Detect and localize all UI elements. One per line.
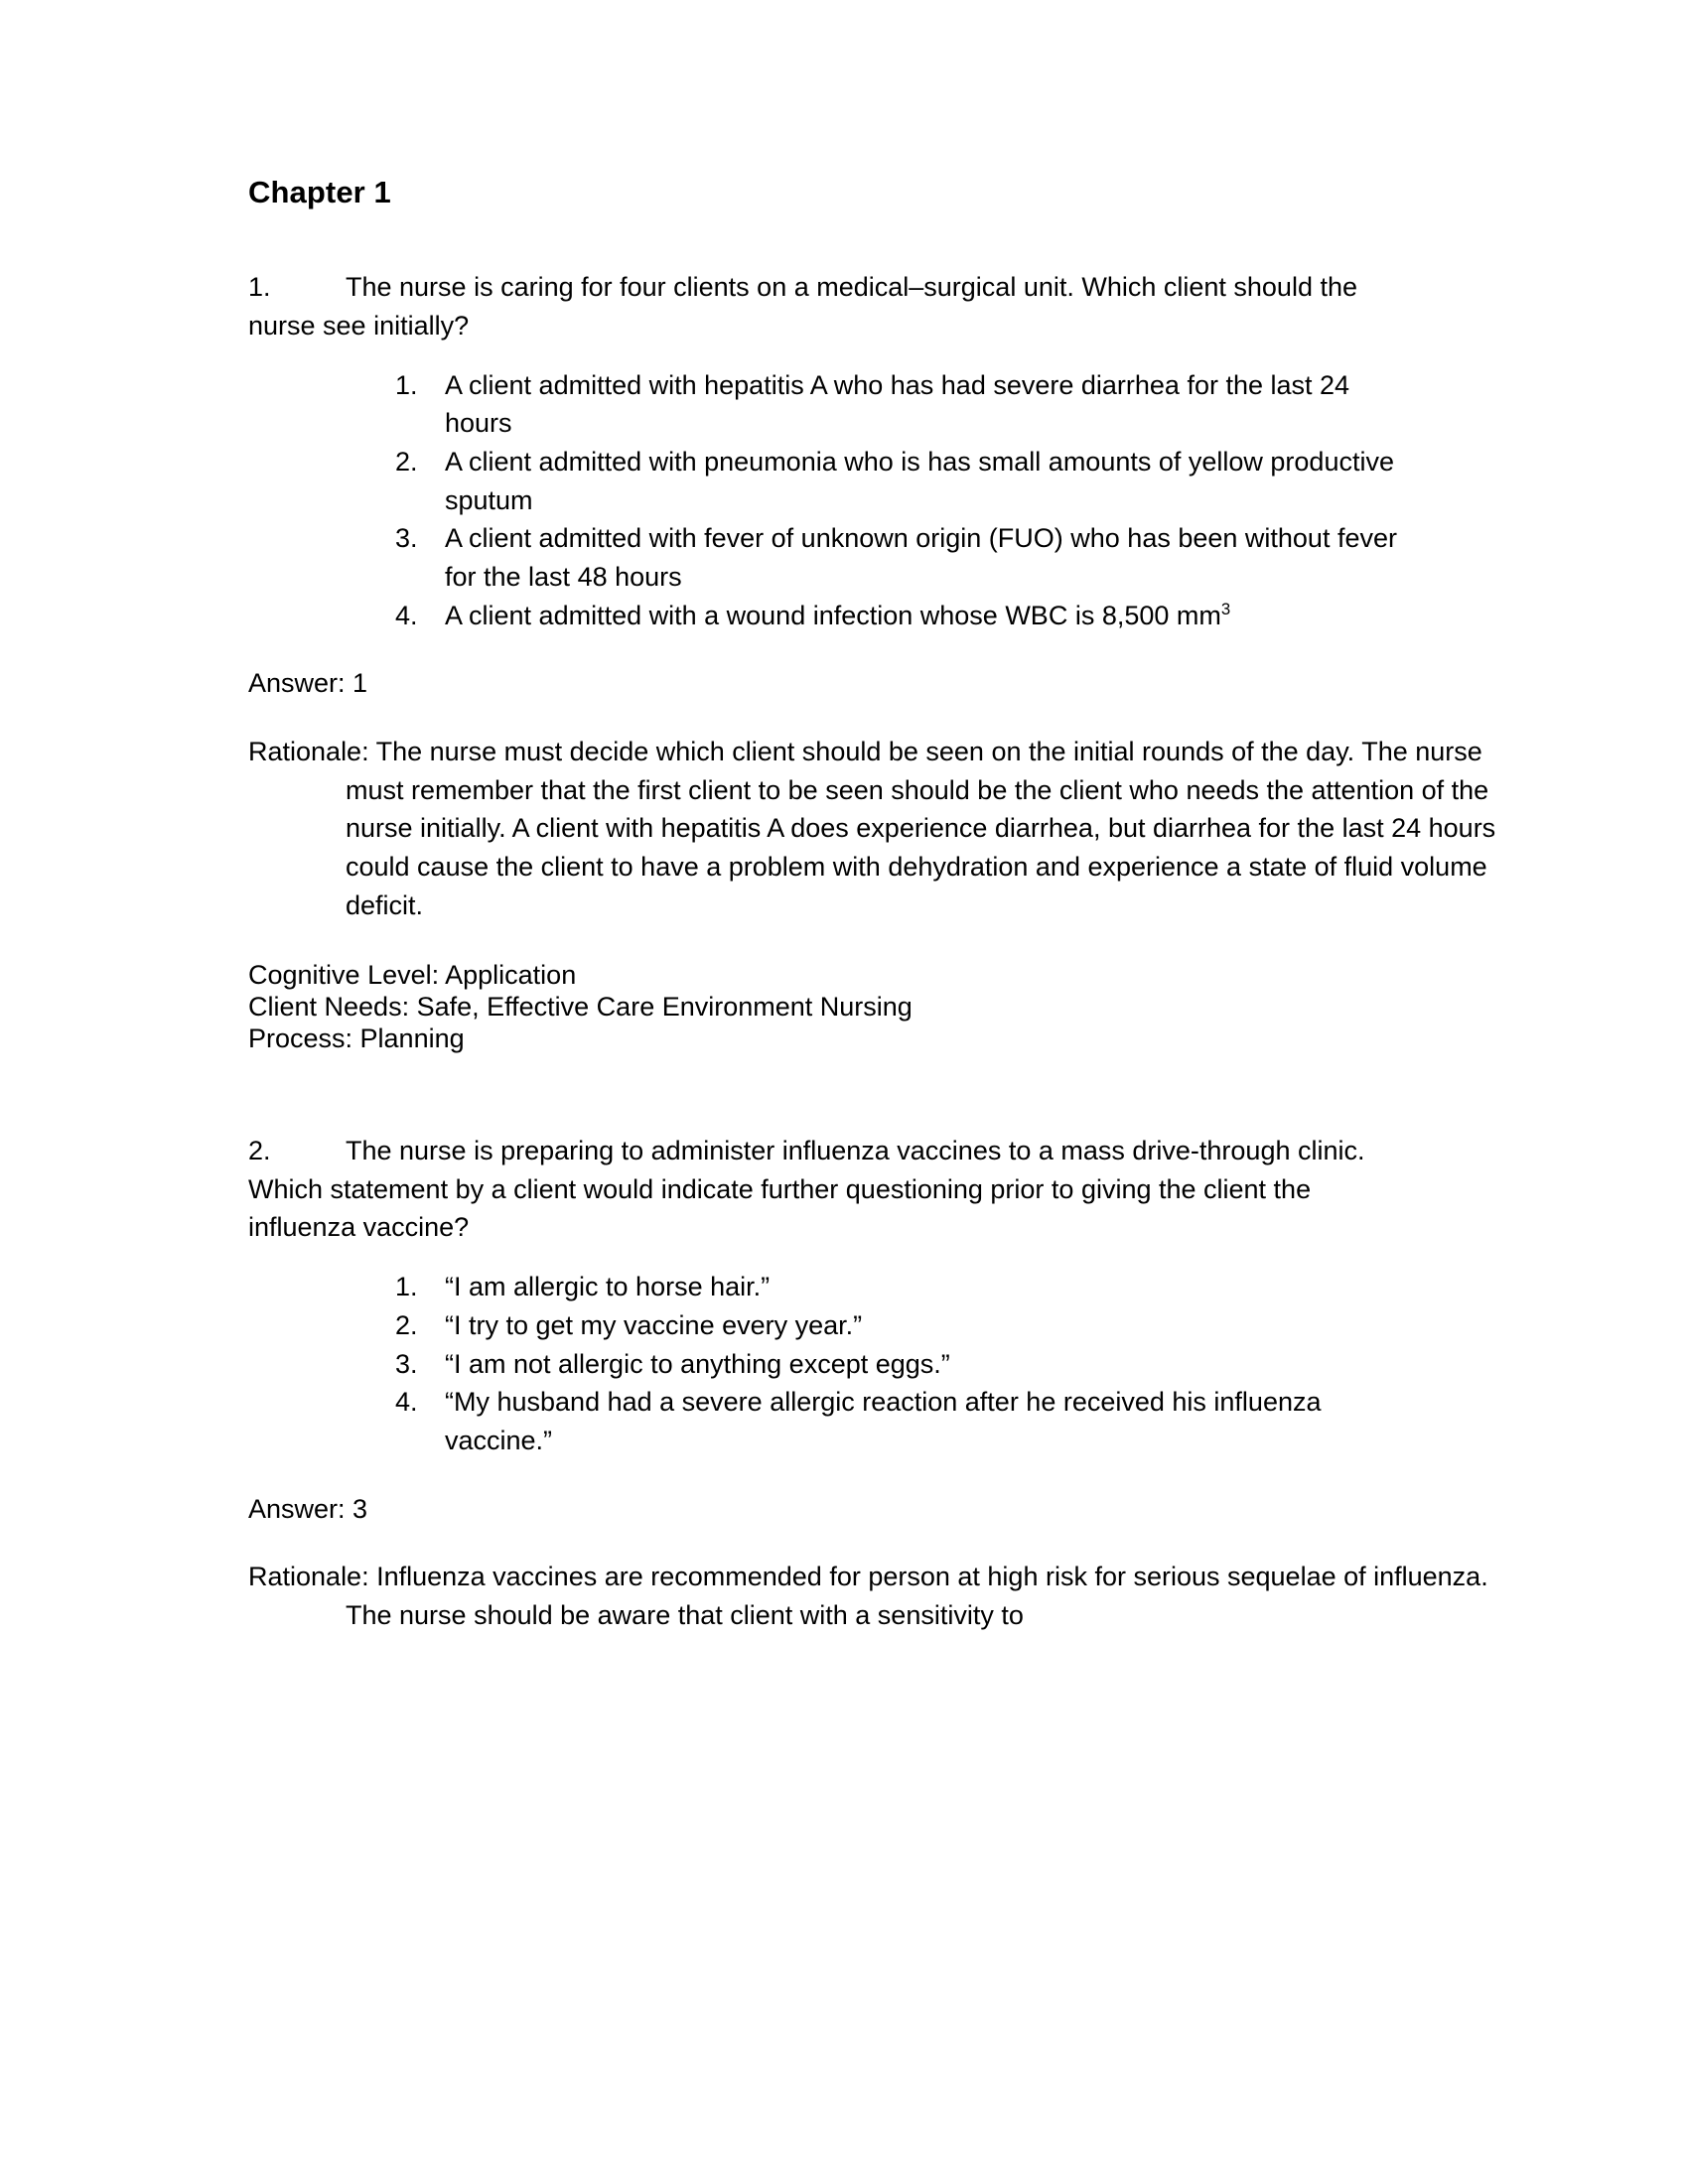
question-block-2 [248,1132,1488,1634]
option-number: 4. [395,600,418,630]
cognitive-level: Cognitive Level: Application [248,960,577,991]
rationale-2: Rationale: Influenza vaccines are recommended for person at high risk for serious sequelae of influenza. The nurse should be aware that client with a sensitivity to [248,1562,1488,1630]
option-list-2 [248,1268,1400,1459]
list-item[interactable] [248,1383,1400,1459]
question-stem-text-1: The nurse is caring for four clients on a medical–surgical unit. Which client should the nurse see initially? [248,272,1357,341]
nursing-process: Process: Planning [248,1024,465,1054]
list-item[interactable] [248,519,1400,596]
client-needs: Client Needs: Safe, Effective Care Environment Nursing [248,992,913,1023]
option-number: 1. [395,1272,418,1302]
question-number-2: 2. [248,1136,271,1166]
answer-line-2: Answer: 3 [248,1493,368,1524]
option-number: 1. [395,369,418,400]
option-text: A client admitted with pneumonia who is has small amounts of yellow productive sputum [445,447,1394,515]
option-text: A client admitted with fever of unknown origin (FUO) who has been without fever for the last 48 hours [445,523,1397,592]
option-text: “I try to get my vaccine every year.” [445,1310,863,1341]
question-separator [248,1054,1400,1132]
option-number: 2. [395,1310,418,1341]
option-text: “I am not allergic to anything except eggs.” [445,1348,950,1379]
list-item[interactable] [248,597,1400,635]
metadata-block-1 [248,959,1400,1054]
page-title: Chapter 1 [248,175,391,209]
option-superscript: 3 [1220,599,1231,618]
question-block-1 [248,268,1496,1054]
option-list-1 [248,366,1400,634]
rationale-1: Rationale: The nurse must decide which client should be seen on the initial rounds of the day. The nurse must remember that the first client to be seen should be the client who needs the attention of the nurse initially. A client with hepatitis A does experience diarrhea, but diarrhea for the last 24 hours could cause the client to have a problem with dehydration and experience a state of fluid volume deficit. [248,736,1496,921]
list-item[interactable] [248,443,1400,519]
option-number: 2. [395,447,418,478]
option-text: A client admitted with a wound infection whose WBC is 8,500 mm [445,600,1221,630]
option-text: A client admitted with hepatitis A who has had severe diarrhea for the last 24 hours [445,369,1350,439]
document-content [248,174,1496,1635]
option-text: “I am allergic to horse hair.” [445,1272,771,1302]
option-number: 4. [395,1387,418,1418]
list-item[interactable] [248,1345,1400,1384]
answer-line-1: Answer: 1 [248,668,368,699]
question-stem-text-2: The nurse is preparing to administer influenza vaccines to a mass drive-through clinic. Which statement by a client would indicate further questioning prior to giving the client the influenza vaccine? [248,1136,1365,1243]
question-stem-2 [248,1132,1398,1246]
option-number: 3. [395,523,418,554]
list-item[interactable] [248,1306,1400,1345]
option-text: “My husband had a severe allergic reaction after he received his influenza vaccine.” [445,1387,1322,1455]
question-stem-1 [248,268,1398,344]
question-number-1: 1. [248,272,271,303]
list-item[interactable] [248,1268,1400,1306]
list-item[interactable] [248,366,1400,443]
option-number: 3. [395,1348,418,1379]
